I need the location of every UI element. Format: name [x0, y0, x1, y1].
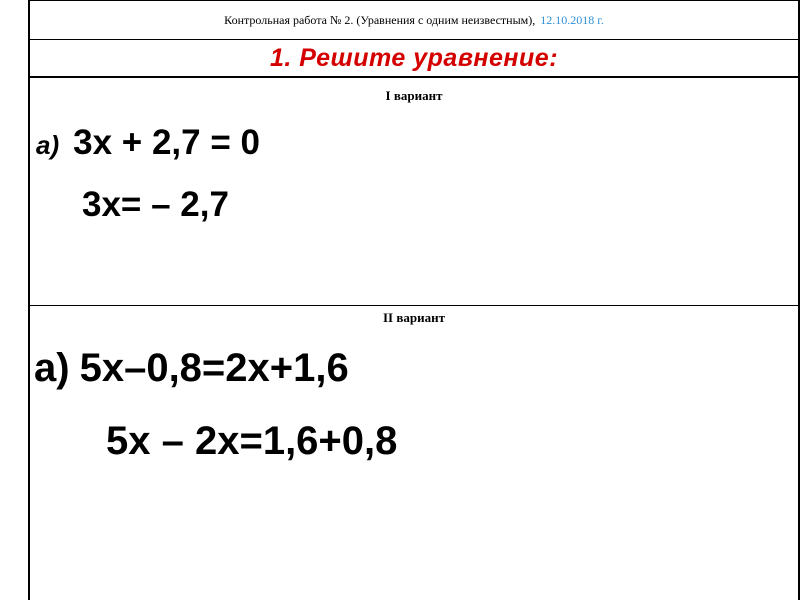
header-row	[30, 0, 798, 40]
variant-1-equation	[36, 123, 260, 163]
task-title: 1. Решите уравнение:	[269, 43, 559, 72]
variant-1-label: I вариант	[385, 88, 443, 103]
variant-1-cell	[30, 78, 798, 306]
variant-1-equation-text: 3x + 2,7 = 0	[73, 123, 260, 162]
header-title: Контрольная работа № 2. (Уравнения с одним неизвестным),	[224, 12, 536, 27]
variant-2-cell	[30, 306, 798, 600]
variant-2-equation-text: 5x–0,8=2x+1,6	[79, 346, 349, 390]
variant-2-item-letter: а)	[34, 346, 70, 390]
variant-2-equation	[34, 346, 349, 391]
variant-2-step: 5x – 2x=1,6+0,8	[106, 419, 398, 463]
variant-2-label: II вариант	[383, 310, 445, 325]
worksheet-table	[28, 0, 800, 600]
variant-1-item-letter: а)	[36, 130, 60, 160]
task-row	[30, 40, 798, 78]
header-date: 12.10.2018 г.	[540, 12, 604, 27]
variant-1-step: 3x= – 2,7	[82, 185, 229, 224]
